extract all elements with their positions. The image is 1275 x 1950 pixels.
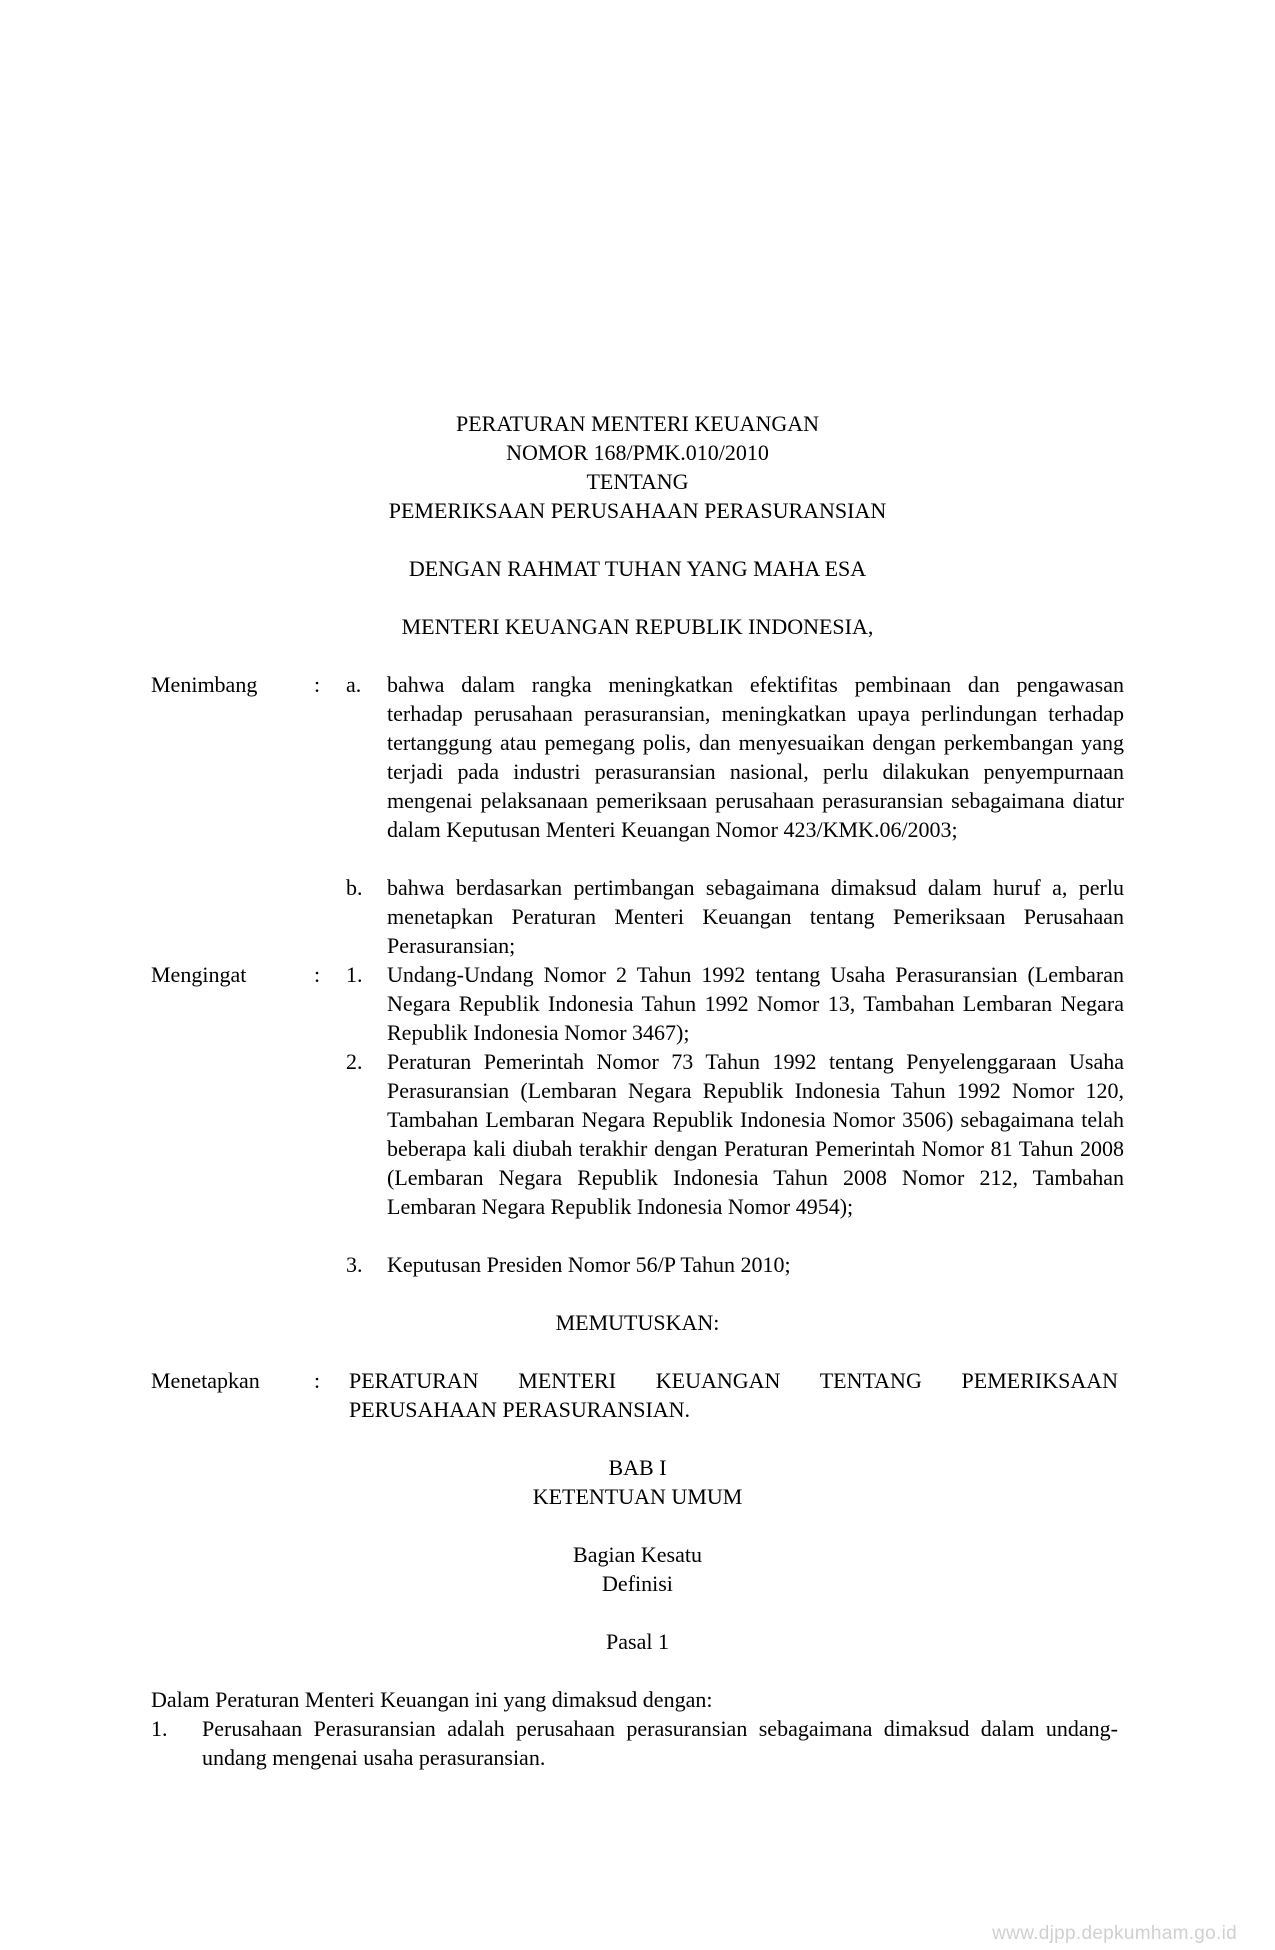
bab-number: BAB I	[608, 1455, 667, 1480]
mengingat-item-2: Peraturan Pemerintah Nomor 73 Tahun 1992 tentang Penyelenggaraan Usaha Perasuransian (Lembaran Negara Republik Indonesia Tahun 1992 Nomor 120, Tambahan Lembaran Negara Republik Indonesia Nomor 3506) sebagaimana telah beberapa kali diubah terakhir dengan Peraturan Pemerintah Nomor 81 Tahun 2008 (Lembaran Negara Republik Indonesia Tahun 2008 Nomor 212, Tambahan Lembaran Negara Republik Indonesia Nomor 4954);	[387, 1049, 1124, 1219]
menimbang-colon: :	[314, 672, 321, 697]
mengingat-marker-1: 1.	[346, 962, 363, 987]
title-line-1: PERATURAN MENTERI KEUANGAN	[456, 411, 819, 436]
menimbang-marker-a: a.	[346, 672, 362, 697]
memutuskan-heading: MEMUTUSKAN:	[555, 1310, 720, 1335]
title-line-4: PEMERIKSAAN PERUSAHAAN PERASURANSIAN	[388, 498, 887, 523]
pasal-item-marker-1: 1.	[151, 1716, 168, 1741]
menimbang-item-a: bahwa dalam rangka meningkatkan efektifitas pembinaan dan pengawasan terhadap perusahaan perasuransian, meningkatkan upaya perlindungan terhadap tertanggung atau pemegang polis, dan menyesuaikan dengan perkembangan yang terjadi pada industri perasuransian nasional, perlu dilakukan penyempurnaan mengenai pelaksanaan pemeriksaan perusahaan perasuransian sebagaimana diatur dalam Keputusan Menteri Keuangan Nomor 423/KMK.06/2003;	[387, 672, 1124, 842]
title-line-3: TENTANG	[586, 469, 689, 494]
mengingat-colon: :	[314, 962, 321, 987]
pasal-item-1: Perusahaan Perasuransian adalah perusahaan perasuransian sebagaimana dimaksud dalam undang-undang mengenai usaha perasuransian.	[202, 1716, 1118, 1770]
pasal-title: Pasal 1	[606, 1629, 669, 1654]
menimbang-item-b: bahwa berdasarkan pertimbangan sebagaimana dimaksud dalam huruf a, perlu menetapkan Peraturan Menteri Keuangan tentang Pemeriksaan Perusahaan Perasuransian;	[387, 875, 1124, 958]
mengingat-marker-2: 2.	[346, 1049, 363, 1074]
title-line-2: NOMOR 168/PMK.010/2010	[506, 440, 769, 465]
invocation: DENGAN RAHMAT TUHAN YANG MAHA ESA	[408, 556, 867, 581]
menimbang-marker-b: b.	[346, 875, 363, 900]
menetapkan-label: Menetapkan	[151, 1368, 260, 1393]
menetapkan-text: PERATURAN MENTERI KEUANGAN TENTANG PEMERIKSAAN PERUSAHAAN PERASURANSIAN.	[349, 1368, 1118, 1422]
menimbang-label: Menimbang	[151, 672, 258, 697]
watermark: www.djpp.depkumham.go.id	[992, 1923, 1237, 1944]
minister-heading: MENTERI KEUANGAN REPUBLIK INDONESIA,	[401, 614, 874, 639]
bab-title: KETENTUAN UMUM	[532, 1484, 743, 1509]
mengingat-label: Mengingat	[151, 962, 247, 987]
bagian-number: Bagian Kesatu	[573, 1542, 702, 1567]
bagian-title: Definisi	[602, 1571, 673, 1596]
mengingat-item-1: Undang-Undang Nomor 2 Tahun 1992 tentang Usaha Perasuransian (Lembaran Negara Republik Indonesia Tahun 1992 Nomor 13, Tambahan Lembaran Negara Republik Indonesia Nomor 3467);	[387, 962, 1124, 1045]
mengingat-marker-3: 3.	[346, 1252, 363, 1277]
pasal-intro: Dalam Peraturan Menteri Keuangan ini yang dimaksud dengan:	[151, 1687, 713, 1712]
mengingat-item-3: Keputusan Presiden Nomor 56/P Tahun 2010;	[387, 1252, 791, 1277]
menetapkan-colon: :	[314, 1368, 321, 1393]
